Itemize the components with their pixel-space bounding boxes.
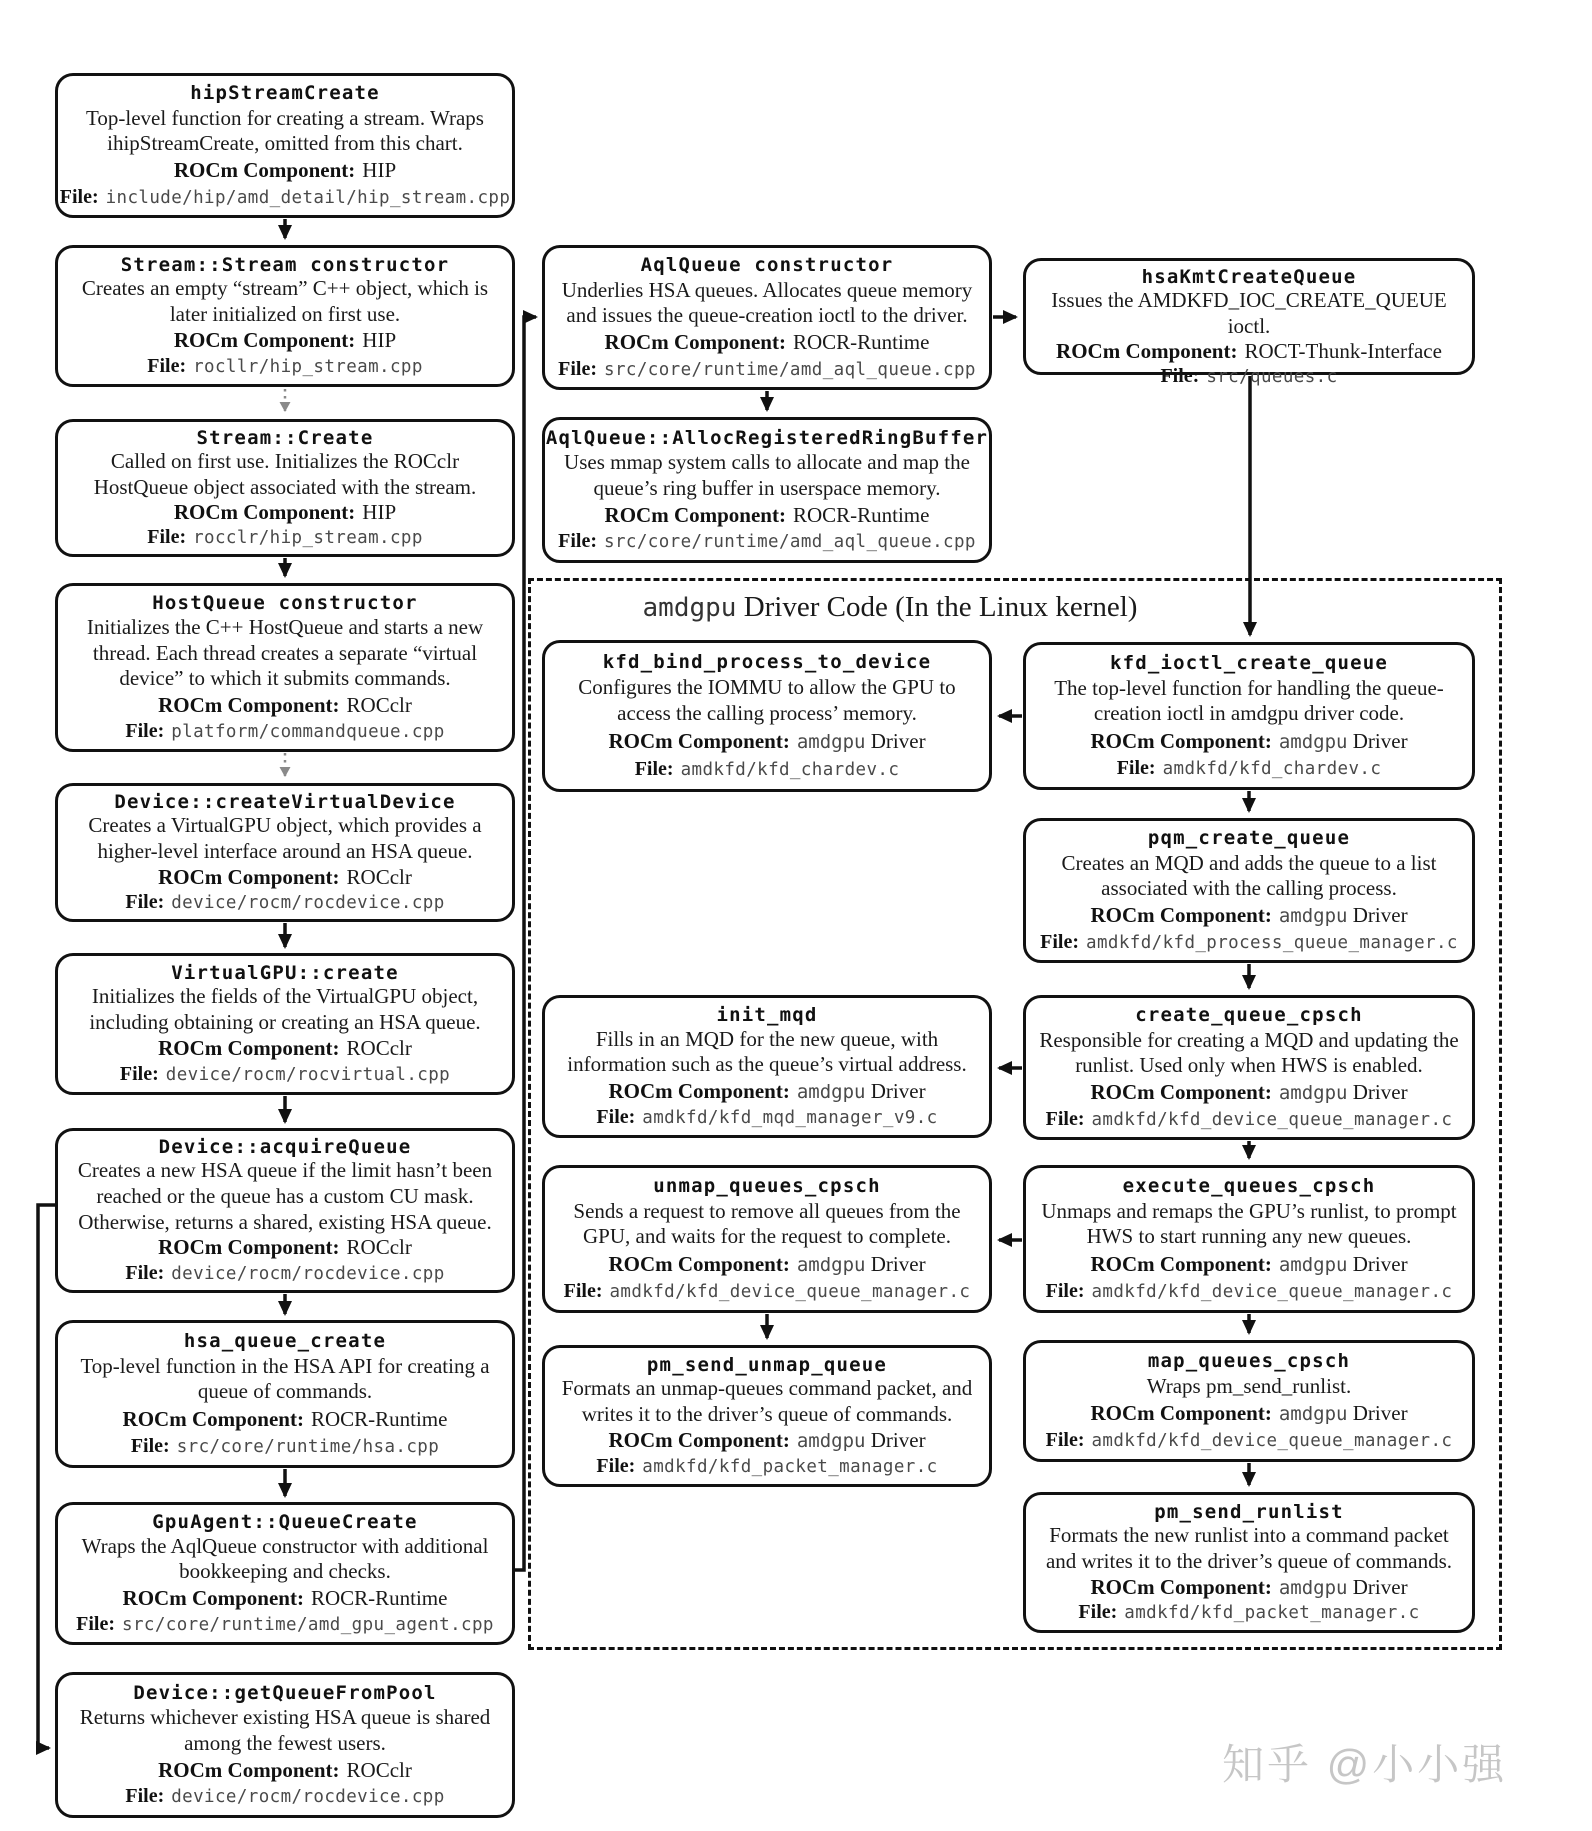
file-path: include/hip/amd_detail/hip_stream.cpp: [105, 187, 511, 208]
component-code: amdgpu: [1278, 1082, 1348, 1105]
node-file-line: [147, 525, 423, 549]
node-title: kfd_bind_process_to_device: [602, 650, 932, 673]
node-title: Stream::Stream constructor: [120, 253, 450, 276]
node-component-line: [158, 865, 412, 890]
arrow-acquirequeue-to-getqueuefrompool: [38, 1205, 55, 1748]
node-file-line: [1078, 1600, 1419, 1624]
component-value: Driver: [865, 1428, 926, 1453]
node-file-line: [125, 1261, 444, 1285]
component-value: Driver: [1347, 1251, 1408, 1276]
node-file-line: [1046, 1107, 1453, 1131]
file-label: File:: [1040, 930, 1080, 953]
component-label: ROCm Component:: [1090, 728, 1272, 753]
node-description: Fills in an MQD for the new queue, with information such as the queue’s virtual address.: [567, 1026, 967, 1077]
component-label: ROCm Component:: [122, 1406, 304, 1431]
node-title: AqlQueue::AllocRegisteredRingBuffer: [545, 426, 989, 449]
node-file-line: [1040, 930, 1458, 954]
node-description: Creates a VirtualGPU object, which provides a higher-level interface around an HSA queue.: [88, 813, 482, 863]
file-label: File:: [1078, 1601, 1118, 1624]
file-path: amdkfd/kfd_packet_manager.c: [1124, 1603, 1420, 1624]
node-pqm_create_queue: [1023, 818, 1475, 963]
node-hostqueue_ctor: [55, 583, 515, 752]
node-kfd_bind_process_to_device: [542, 640, 992, 792]
file-label: File:: [558, 530, 598, 553]
file-path: amdkfd/kfd_device_queue_manager.c: [1091, 1431, 1453, 1452]
node-file-line: [558, 529, 976, 553]
file-path: src/core/runtime/hsa.cpp: [176, 1437, 440, 1458]
file-path: amdkfd/kfd_packet_manager.c: [642, 1457, 938, 1478]
node-file-line: [147, 354, 423, 378]
node-file-line: [1046, 1428, 1453, 1452]
node-title: hsa_queue_create: [183, 1329, 387, 1352]
node-title: Stream::Create: [196, 427, 374, 449]
component-value: ROCT-Thunk-Interface: [1244, 339, 1442, 364]
node-create_virtual_device: [55, 783, 515, 922]
component-code: amdgpu: [796, 731, 866, 754]
component-label: ROCm Component:: [122, 1585, 304, 1610]
node-component-line: [1090, 1401, 1407, 1426]
component-code: amdgpu: [796, 1080, 866, 1103]
node-gpuagent_queuecreate: [55, 1502, 515, 1645]
component-code: amdgpu: [796, 1253, 866, 1276]
node-title: HostQueue constructor: [152, 591, 418, 614]
node-component-line: [158, 693, 412, 718]
node-component-line: [123, 1407, 448, 1432]
file-path: amdkfd/kfd_chardev.c: [1162, 759, 1382, 780]
node-file-line: [635, 757, 900, 781]
file-label: File:: [1160, 365, 1200, 388]
node-title: GpuAgent::QueueCreate: [152, 1510, 418, 1533]
node-acquire_queue: [55, 1128, 515, 1293]
file-label: File:: [596, 1455, 636, 1478]
node-component-line: [158, 1235, 412, 1260]
component-value: ROCR-Runtime: [310, 1585, 448, 1610]
component-label: ROCm Component:: [608, 729, 790, 754]
component-code: amdgpu: [1278, 1576, 1348, 1599]
node-file-line: [125, 890, 444, 914]
file-label: File:: [76, 1613, 116, 1636]
component-value: Driver: [1347, 903, 1408, 928]
driver-region-label-code: amdgpu: [642, 593, 737, 623]
file-path: platform/commandqueue.cpp: [171, 721, 445, 742]
node-file-line: [1046, 1279, 1453, 1303]
node-file-line: [1117, 756, 1382, 780]
node-title: pm_send_unmap_queue: [646, 1353, 888, 1376]
node-title: Device::acquireQueue: [158, 1136, 412, 1159]
file-path: src/core/runtime/amd_aql_queue.cpp: [604, 359, 976, 380]
file-label: File:: [125, 1785, 165, 1808]
arrow-gpuagent-to-aqlqueue: [515, 317, 536, 1570]
node-description: Initializes the fields of the VirtualGPU object, including obtaining or creating an HSA queue.: [89, 984, 481, 1035]
component-value: ROCclr: [346, 864, 412, 889]
file-label: File:: [1045, 1107, 1085, 1130]
component-value: ROCclr: [346, 1235, 412, 1260]
node-hsa_queue_create: [55, 1320, 515, 1468]
component-value: Driver: [865, 1078, 926, 1103]
component-label: ROCm Component:: [1090, 1574, 1272, 1599]
node-component-line: [174, 328, 396, 353]
node-description: Wraps the AqlQueue constructor with additional bookkeeping and checks.: [81, 1533, 489, 1584]
node-pm_send_runlist: [1023, 1492, 1475, 1633]
node-title: init_mqd: [716, 1003, 818, 1026]
node-description: Responsible for creating a MQD and updating the runlist. Used only when HWS is enabled.: [1039, 1027, 1459, 1078]
node-file-line: [125, 719, 444, 743]
node-description: Formats an unmap-queues command packet, and writes it to the driver’s queue of commands.: [561, 1376, 973, 1427]
file-label: File:: [558, 357, 598, 380]
node-title: create_queue_cpsch: [1135, 1004, 1363, 1027]
file-path: rocclr/hip_stream.cpp: [193, 528, 423, 549]
component-label: ROCm Component:: [1090, 1080, 1272, 1105]
component-code: amdgpu: [1278, 1403, 1348, 1426]
node-title: Device::getQueueFromPool: [133, 1681, 437, 1704]
node-description: Unmaps and remaps the GPU’s runlist, to prompt HWS to start running any new queues.: [1041, 1198, 1457, 1249]
node-hsakmt_create_queue: [1023, 258, 1475, 388]
node-title: hipStreamCreate: [190, 82, 380, 105]
file-path: amdkfd/kfd_device_queue_manager.c: [609, 1282, 971, 1303]
node-component-line: [1090, 903, 1407, 928]
node-description: Issues the AMDKFD_IOC_CREATE_QUEUE ioctl.: [1051, 288, 1447, 338]
file-path: device/rocm/rocdevice.cpp: [171, 1787, 445, 1808]
file-label: File:: [59, 185, 99, 208]
node-component-line: [1056, 339, 1442, 364]
component-code: amdgpu: [1278, 730, 1348, 753]
node-component-line: [605, 330, 930, 355]
node-stream_create: [55, 419, 515, 557]
file-path: amdkfd/kfd_device_queue_manager.c: [1091, 1109, 1453, 1130]
node-description: Top-level function in the HSA API for creating a queue of commands.: [80, 1353, 490, 1404]
node-description: Sends a request to remove all queues from the GPU, and waits for the request to complete.: [573, 1198, 961, 1249]
component-label: ROCm Component:: [1056, 339, 1238, 364]
component-label: ROCm Component:: [1090, 1251, 1272, 1276]
component-code: amdgpu: [796, 1430, 866, 1453]
node-description: Creates an MQD and adds the queue to a list associated with the calling process.: [1061, 850, 1437, 901]
component-label: ROCm Component:: [1090, 903, 1272, 928]
component-value: Driver: [1347, 1401, 1408, 1426]
node-component-line: [608, 1252, 925, 1277]
component-label: ROCm Component:: [158, 1235, 340, 1260]
component-value: HIP: [362, 328, 397, 353]
file-label: File:: [1045, 1280, 1085, 1303]
node-hipstreamcreate: [55, 73, 515, 218]
node-description: Creates a new HSA queue if the limit hasn’t been reached or the queue has a custom CU mask. Otherwise, returns a shared, existing HSA queue.: [77, 1158, 493, 1234]
component-value: ROCclr: [346, 692, 412, 717]
file-label: File:: [130, 1435, 170, 1458]
file-path: device/rocm/rocvirtual.cpp: [165, 1065, 451, 1086]
node-title: hsaKmtCreateQueue: [1141, 266, 1357, 288]
file-path: rocllr/hip_stream.cpp: [193, 357, 423, 378]
node-create_queue_cpsch: [1023, 995, 1475, 1140]
component-value: Driver: [865, 729, 926, 754]
file-path: src/queues.c: [1206, 367, 1338, 388]
file-label: File:: [596, 1106, 636, 1129]
node-file-line: [1160, 364, 1337, 388]
node-component-line: [1090, 729, 1407, 754]
file-label: File:: [125, 1261, 165, 1284]
node-get_queue_from_pool: [55, 1672, 515, 1818]
node-file-line: [596, 1105, 937, 1129]
node-description: Wraps pm_send_runlist.: [1146, 1373, 1352, 1398]
file-label: File:: [1045, 1429, 1085, 1452]
component-value: HIP: [362, 500, 397, 525]
node-file-line: [564, 1279, 971, 1303]
component-value: Driver: [1347, 728, 1408, 753]
node-title: execute_queues_cpsch: [1122, 1174, 1376, 1197]
component-label: ROCm Component:: [608, 1078, 790, 1103]
file-label: File:: [563, 1280, 603, 1303]
node-file-line: [120, 1062, 450, 1086]
node-title: unmap_queues_cpsch: [653, 1174, 881, 1197]
node-title: pqm_create_queue: [1147, 827, 1351, 850]
component-label: ROCm Component:: [604, 502, 786, 527]
driver-region-label: [555, 591, 1225, 624]
node-component-line: [174, 500, 396, 525]
component-value: ROCR-Runtime: [792, 502, 930, 527]
node-description: Top-level function for creating a stream. Wraps ihipStreamCreate, omitted from this chart.: [86, 105, 484, 156]
node-virtualgpu_create: [55, 953, 515, 1095]
node-title: Device::createVirtualDevice: [114, 791, 456, 814]
node-component-line: [158, 1758, 412, 1783]
component-label: ROCm Component:: [1090, 1401, 1272, 1426]
node-component-line: [158, 1036, 412, 1061]
node-pm_send_unmap_queue: [542, 1345, 992, 1487]
node-description: Returns whichever existing HSA queue is shared among the fewest users.: [79, 1705, 491, 1755]
component-value: ROCR-Runtime: [310, 1406, 448, 1431]
component-value: ROCclr: [346, 1036, 412, 1061]
node-title: map_queues_cpsch: [1147, 1349, 1351, 1372]
component-label: ROCm Component:: [173, 158, 356, 183]
node-component-line: [608, 1428, 925, 1453]
component-value: Driver: [1347, 1080, 1408, 1105]
component-value: Driver: [865, 1251, 926, 1276]
node-file-line: [60, 185, 511, 209]
node-description: Formats the new runlist into a command packet and writes it to the driver’s queue of commands.: [1045, 1523, 1453, 1573]
node-description: Initializes the C++ HostQueue and starts a new thread. Each thread creates a separate “virtual device” to which it submits commands.: [86, 614, 484, 691]
node-file-line: [558, 357, 976, 381]
node-file-line: [76, 1612, 494, 1636]
component-code: amdgpu: [1278, 905, 1348, 928]
file-label: File:: [147, 526, 187, 549]
node-component-line: [123, 1586, 448, 1611]
component-code: amdgpu: [1278, 1253, 1348, 1276]
file-path: amdkfd/kfd_mqd_manager_v9.c: [642, 1108, 938, 1129]
file-path: amdkfd/kfd_device_queue_manager.c: [1091, 1282, 1453, 1303]
node-component-line: [605, 503, 930, 528]
node-file-line: [596, 1454, 937, 1478]
component-label: ROCm Component:: [173, 328, 356, 353]
component-label: ROCm Component:: [608, 1428, 790, 1453]
component-label: ROCm Component:: [608, 1251, 790, 1276]
component-value: HIP: [362, 158, 397, 183]
node-map_queues_cpsch: [1023, 1340, 1475, 1462]
watermark: 知乎 @小小强: [1222, 1741, 1508, 1788]
node-alloc_ring_buffer: [542, 417, 992, 563]
node-description: Underlies HSA queues. Allocates queue memory and issues the queue-creation ioctl to the driver.: [561, 277, 973, 328]
component-value: Driver: [1347, 1574, 1408, 1599]
file-path: device/rocm/rocdevice.cpp: [171, 892, 445, 913]
node-title: VirtualGPU::create: [171, 961, 399, 984]
node-component-line: [1090, 1575, 1407, 1600]
node-title: kfd_ioctl_create_queue: [1109, 651, 1389, 674]
component-label: ROCm Component:: [173, 500, 356, 525]
file-label: File:: [125, 890, 165, 913]
file-label: File:: [634, 758, 674, 781]
node-file-line: [125, 1784, 444, 1808]
node-init_mqd: [542, 995, 992, 1138]
node-description: Configures the IOMMU to allow the GPU to access the calling process’ memory.: [578, 675, 956, 726]
node-component-line: [1090, 1080, 1407, 1105]
component-label: ROCm Component:: [604, 330, 786, 355]
driver-region-label-text: Driver Code (In the Linux kernel): [736, 591, 1138, 623]
file-label: File:: [147, 355, 187, 378]
node-aqlqueue_ctor: [542, 245, 992, 390]
file-path: src/core/runtime/amd_gpu_agent.cpp: [122, 1615, 494, 1636]
node-description: The top-level function for handling the queue-creation ioctl in amdgpu driver code.: [1054, 675, 1444, 726]
node-component-line: [608, 729, 925, 754]
component-value: ROCclr: [346, 1757, 412, 1782]
file-path: src/core/runtime/amd_aql_queue.cpp: [604, 532, 976, 553]
node-component-line: [1090, 1252, 1407, 1277]
component-label: ROCm Component:: [158, 864, 340, 889]
node-description: Called on first use. Initializes the ROCclr HostQueue object associated with the stream.: [93, 449, 477, 499]
component-label: ROCm Component:: [158, 1036, 340, 1061]
node-unmap_queues_cpsch: [542, 1165, 992, 1313]
node-title: AqlQueue constructor: [640, 254, 894, 277]
file-path: device/rocm/rocdevice.cpp: [171, 1263, 445, 1284]
component-label: ROCm Component:: [158, 692, 340, 717]
file-label: File:: [1116, 757, 1156, 780]
node-description: Uses mmap system calls to allocate and map the queue’s ring buffer in userspace memory.: [564, 450, 970, 500]
node-stream_ctor: [55, 245, 515, 387]
node-description: Creates an empty “stream” C++ object, which is later initialized on first use.: [81, 276, 489, 327]
node-execute_queues_cpsch: [1023, 1165, 1475, 1313]
file-path: amdkfd/kfd_process_queue_manager.c: [1086, 932, 1458, 953]
file-path: amdkfd/kfd_chardev.c: [680, 760, 900, 781]
node-component-line: [608, 1079, 925, 1104]
file-label: File:: [125, 719, 165, 742]
node-component-line: [174, 158, 396, 183]
file-label: File:: [119, 1063, 159, 1086]
node-title: pm_send_runlist: [1154, 1500, 1344, 1523]
component-value: ROCR-Runtime: [792, 330, 930, 355]
node-file-line: [131, 1434, 439, 1458]
node-kfd_ioctl_create_queue: [1023, 642, 1475, 790]
component-label: ROCm Component:: [158, 1757, 340, 1782]
